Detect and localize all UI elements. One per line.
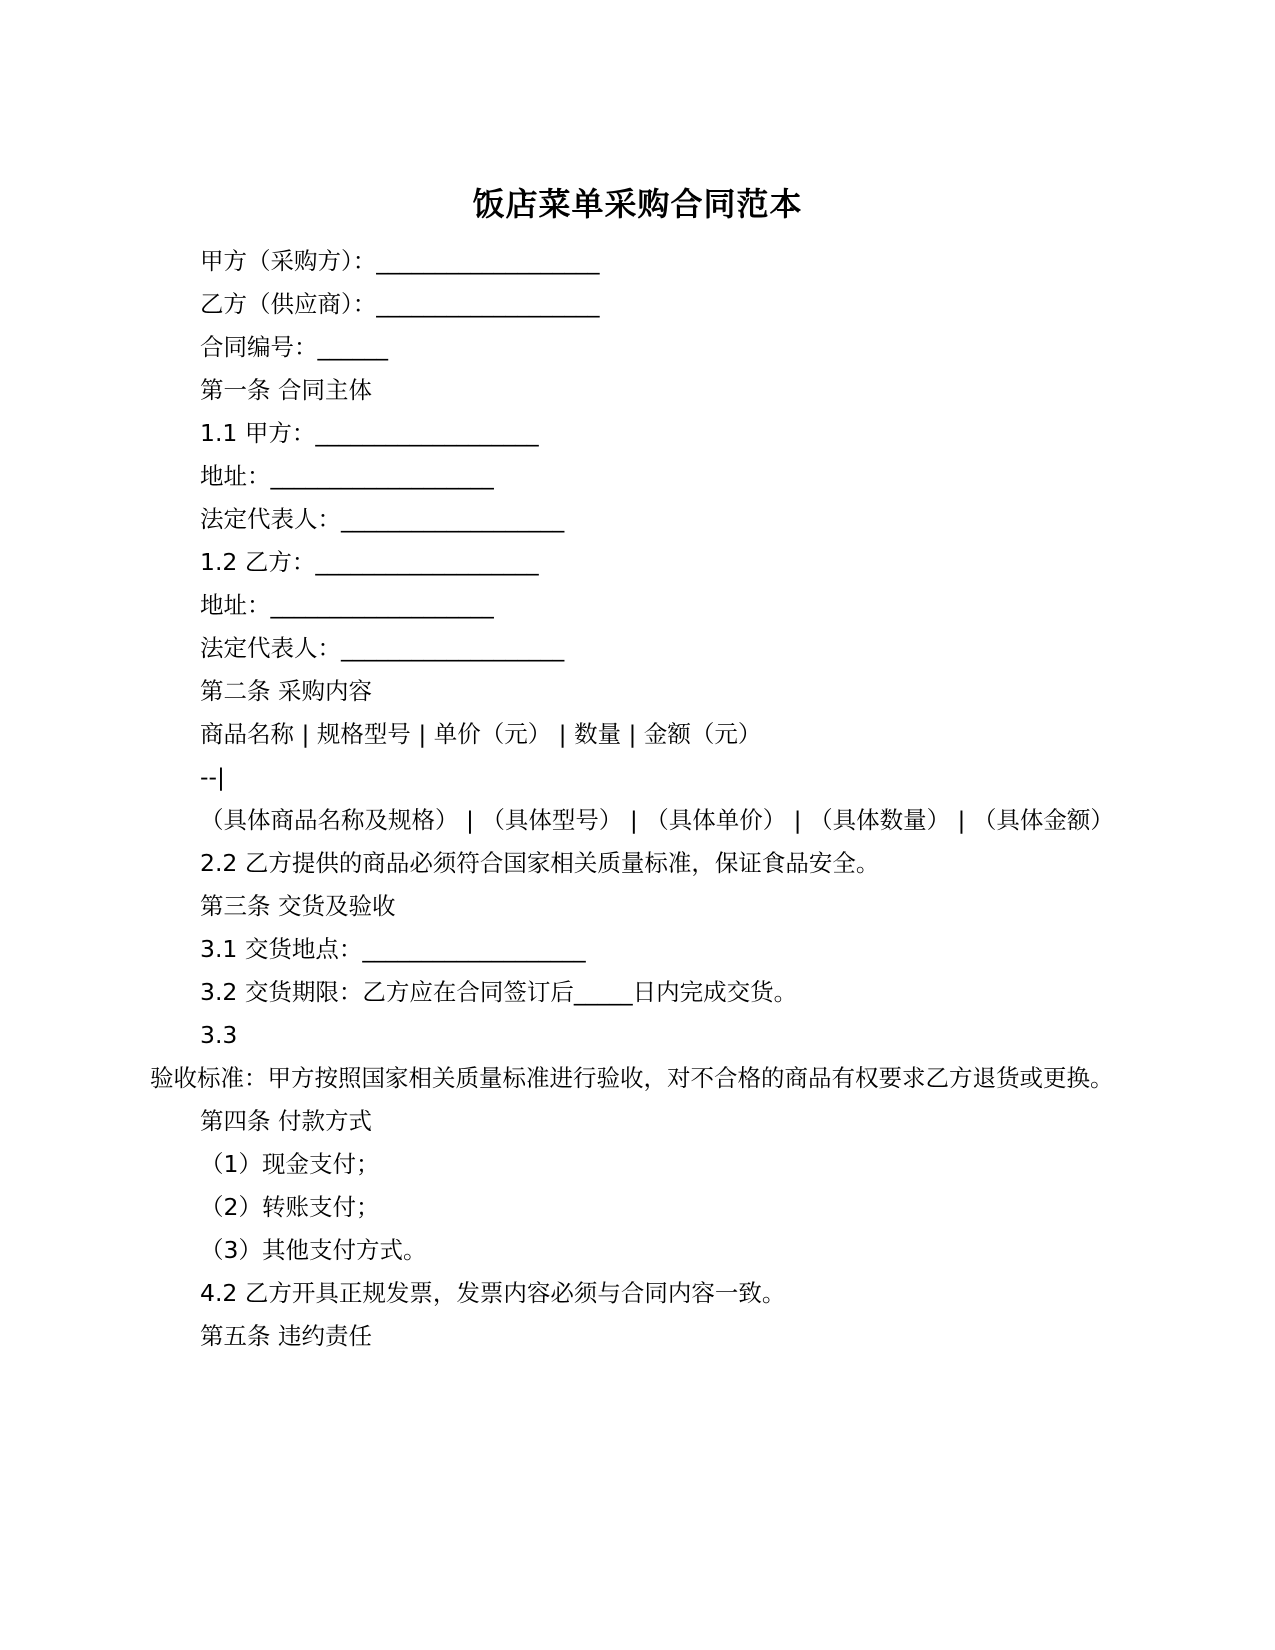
party-a-line: 甲方（采购方）：___________________ [200, 247, 600, 275]
table-separator-row: --| [200, 763, 225, 791]
clause-3-2: 3.2 交货期限：乙方应在合同签订后_____日内完成交货。 [200, 978, 798, 1006]
clause-2-2: 2.2 乙方提供的商品必须符合国家相关质量标准，保证食品安全。 [200, 849, 880, 877]
party-b-line: 乙方（供应商）：___________________ [200, 290, 600, 318]
payment-option-3: （3）其他支付方式。 [200, 1236, 427, 1264]
clause-3-3-number: 3.3 [200, 1021, 238, 1049]
payment-option-2: （2）转账支付； [200, 1193, 380, 1221]
party-a-address: 地址：___________________ [200, 462, 494, 490]
clause-1-1: 1.1 甲方：___________________ [200, 419, 539, 447]
table-body-row: （具体商品名称及规格） | （具体型号） | （具体单价） | （具体数量） | （具体金额） [200, 806, 1114, 834]
article-1-heading: 第一条 合同主体 [200, 376, 372, 404]
document-title: 饭店菜单采购合同范本 [472, 185, 803, 223]
party-b-address: 地址：___________________ [200, 591, 494, 619]
party-b-legal-rep: 法定代表人：___________________ [200, 634, 565, 662]
document-body [150, 240, 1130, 1358]
clause-3-1: 3.1 交货地点：___________________ [200, 935, 586, 963]
article-2-heading: 第二条 采购内容 [200, 677, 372, 705]
article-5-heading: 第五条 违约责任 [200, 1322, 372, 1350]
payment-option-1: （1）现金支付； [200, 1150, 380, 1178]
table-header-row: 商品名称 | 规格型号 | 单价（元） | 数量 | 金额（元） [200, 720, 762, 748]
clause-4-2: 4.2 乙方开具正规发票，发票内容必须与合同内容一致。 [200, 1279, 786, 1307]
article-3-heading: 第三条 交货及验收 [200, 892, 396, 920]
party-a-legal-rep: 法定代表人：___________________ [200, 505, 565, 533]
contract-number-line: 合同编号：______ [200, 333, 388, 361]
clause-1-2: 1.2 乙方：___________________ [200, 548, 539, 576]
article-4-heading: 第四条 付款方式 [200, 1107, 372, 1135]
clause-3-3-text: 验收标准：甲方按照国家相关质量标准进行验收，对不合格的商品有权要求乙方退货或更换。 [150, 1064, 1114, 1092]
